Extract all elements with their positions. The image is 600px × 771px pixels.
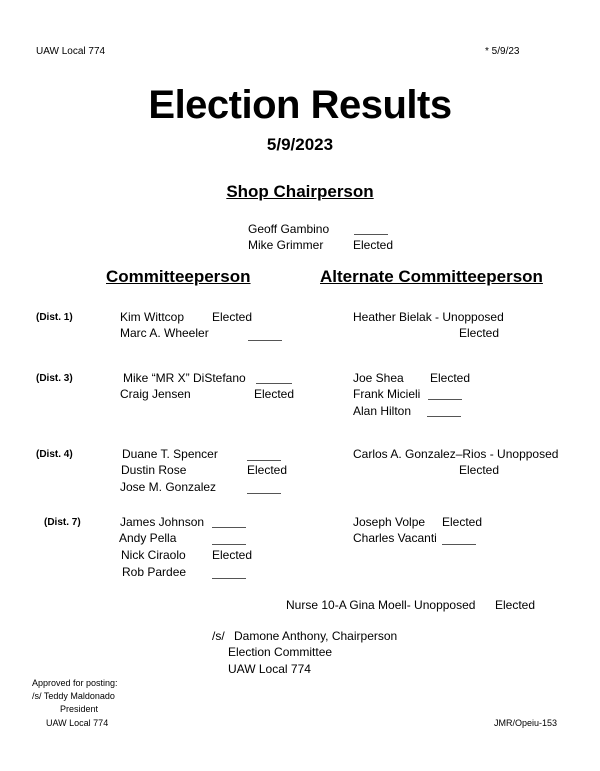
committee-candidate: Nick Ciraolo	[121, 548, 186, 562]
alternate-candidate: Frank Micieli	[353, 387, 421, 401]
blank-line	[212, 544, 246, 545]
elected-mark: Elected	[442, 515, 483, 529]
header-date: * 5/9/23	[485, 46, 520, 57]
shop-chair-heading: Shop Chairperson	[226, 182, 374, 201]
district-label: (Dist. 1)	[36, 312, 73, 323]
approval-label: Approved for posting:	[32, 678, 118, 688]
blank-line	[428, 399, 462, 400]
blank-line	[212, 527, 246, 528]
blank-line	[256, 383, 292, 384]
shop-chair-candidate: Mike Grimmer	[248, 238, 324, 252]
elected-mark: Elected	[353, 238, 394, 252]
approval-signature: /s/ Teddy Maldonado	[32, 691, 115, 701]
district-label: (Dist. 3)	[36, 373, 73, 384]
district-label: (Dist. 4)	[36, 449, 73, 460]
page-title: Election Results	[148, 83, 452, 127]
committeeperson-heading: Committeeperson	[106, 267, 251, 286]
alternate-candidate: Joe Shea	[353, 371, 404, 385]
elected-mark: Elected	[247, 463, 288, 477]
blank-line	[247, 493, 281, 494]
elected-mark: Elected	[459, 463, 500, 477]
alternate-candidate: Charles Vacanti	[353, 531, 437, 545]
blank-line	[248, 340, 282, 341]
shop-chair-candidate: Geoff Gambino	[248, 222, 330, 236]
alternate-candidate: Joseph Volpe	[353, 515, 426, 529]
committee-candidate: Dustin Rose	[121, 463, 187, 477]
approval-local: UAW Local 774	[46, 718, 109, 728]
committee-candidate: Andy Pella	[119, 531, 177, 545]
signature-mark: /s/	[212, 629, 225, 643]
committee-candidate: Marc A. Wheeler	[120, 326, 209, 340]
blank-line	[247, 460, 281, 461]
alternate-candidate: Heather Bielak - Unopposed	[353, 310, 504, 324]
elected-mark: Elected	[495, 598, 536, 612]
blank-line	[212, 578, 246, 579]
elected-mark: Elected	[212, 548, 253, 562]
committee-candidate: Jose M. Gonzalez	[120, 480, 217, 494]
elected-mark: Elected	[254, 387, 295, 401]
blank-line	[427, 416, 461, 417]
footer-code: JMR/Opeiu-153	[494, 718, 558, 728]
elected-mark: Elected	[212, 310, 253, 324]
page-date: 5/9/2023	[266, 135, 334, 154]
committee-candidate: Craig Jensen	[120, 387, 191, 401]
nurse-result: Nurse 10-A Gina Moell- Unopposed	[286, 598, 476, 612]
signature-name: Damone Anthony, Chairperson	[234, 629, 398, 643]
alternate-candidate: Carlos A. Gonzalez–Rios - Unopposed	[353, 447, 559, 461]
committee-candidate: Duane T. Spencer	[122, 447, 218, 461]
district-label: (Dist. 7)	[44, 517, 81, 528]
signature-committee: Election Committee	[228, 645, 333, 659]
signature-local: UAW Local 774	[228, 662, 311, 676]
committee-candidate: Rob Pardee	[122, 565, 187, 579]
approval-title: President	[60, 704, 99, 714]
blank-line	[442, 544, 476, 545]
blank-line	[354, 234, 388, 235]
elected-mark: Elected	[459, 326, 500, 340]
alternate-candidate: Alan Hilton	[353, 404, 412, 418]
committee-candidate: Kim Wittcop	[120, 310, 185, 324]
committee-candidate: James Johnson	[120, 515, 205, 529]
alternate-heading: Alternate Committeeperson	[320, 267, 543, 286]
committee-candidate: Mike “MR X” DiStefano	[123, 371, 246, 385]
header-local: UAW Local 774	[36, 46, 106, 57]
elected-mark: Elected	[430, 371, 471, 385]
